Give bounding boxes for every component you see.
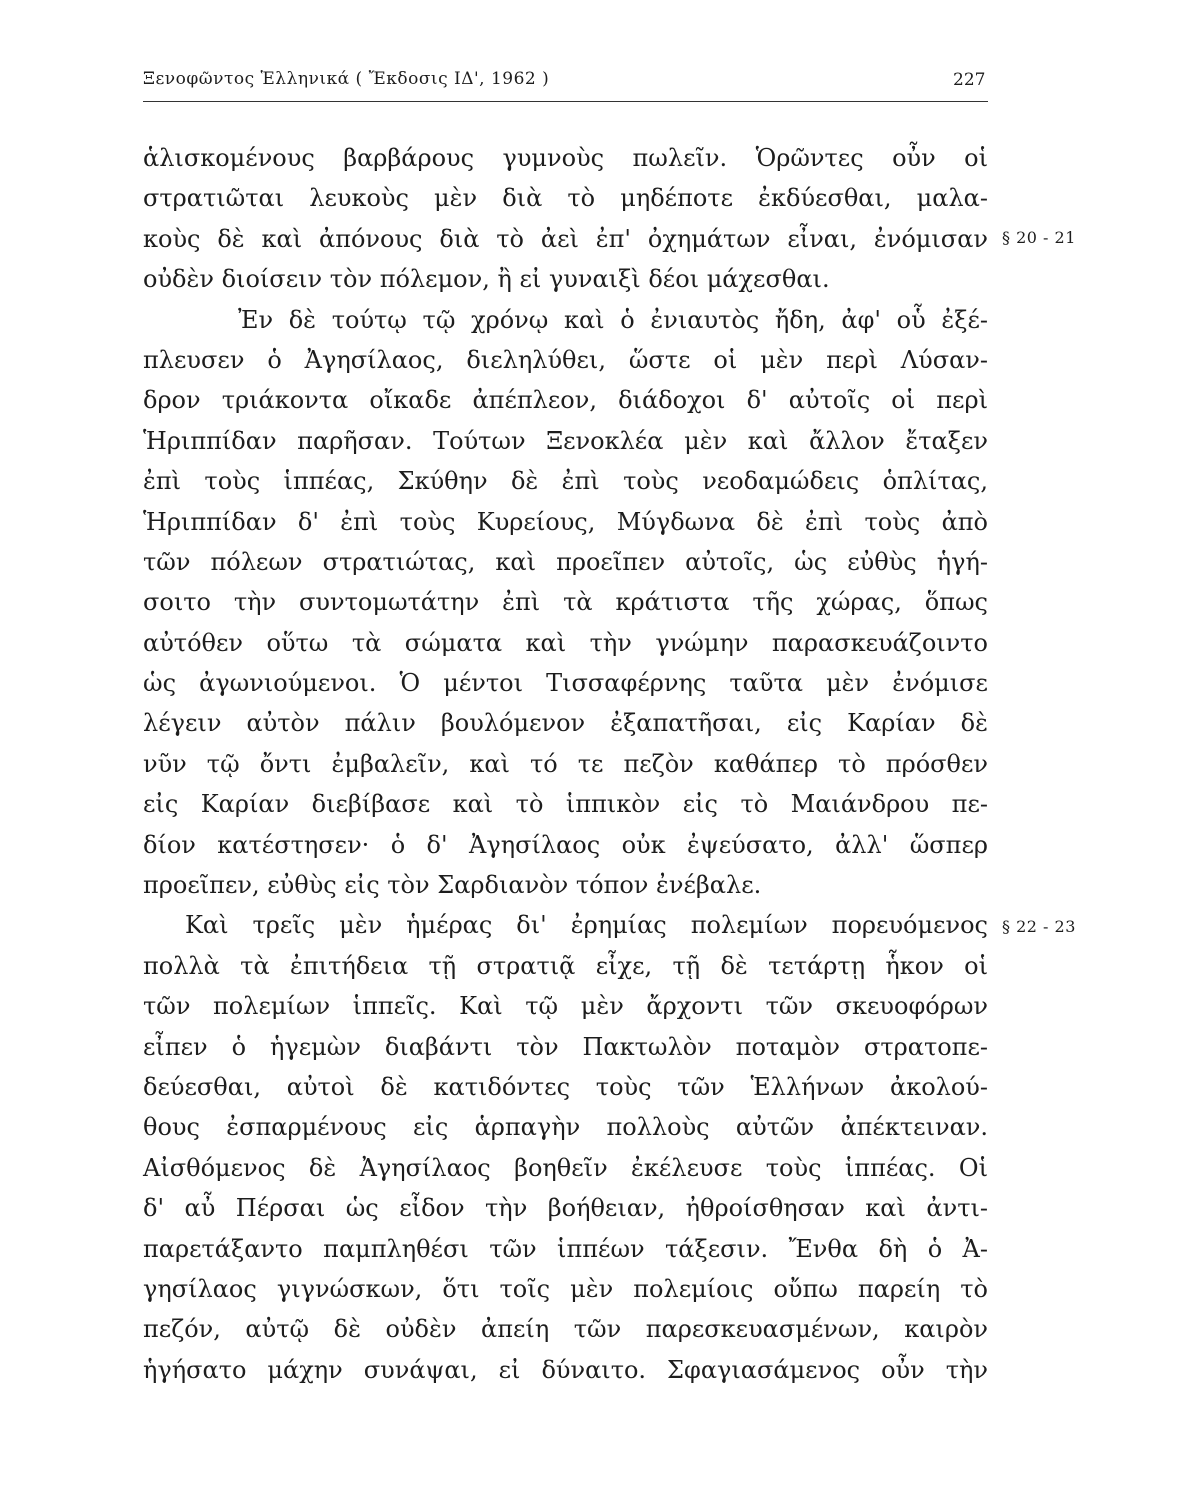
page-number: 227 [953, 70, 986, 90]
paragraph-start-line: Καὶ τρεῖς μὲν ἡμέρας δι' ἐρημίας πολεμίων πορευόμενος [185, 911, 988, 940]
text-line: Ἡριππίδαν παρῆσαν. Τούτων Ξενοκλέα μὲν καὶ ἄλλον ἔταξεν [143, 426, 988, 455]
text-line: θους ἐσπαρμένους εἰς ἁρπαγὴν πολλοὺς αὐτῶν ἀπέκτειναν. [143, 1113, 988, 1142]
running-header-title: Ξενοφῶντος Ἑλληνικά ( Ἔκδοσις ΙΔ', 1962 ) [143, 69, 550, 89]
text-line: ὡς ἀγωνιούμενοι. Ὁ μέντοι Τισσαφέρνης ταῦτα μὲν ἐνόμισε [143, 669, 988, 698]
text-line: οὐδὲν διοίσειν τὸν πόλεμον, ἢ εἰ γυναιξὶ δέοι μάχεσθαι. [143, 265, 830, 294]
section-marker-20-21: § 20 - 21 [1002, 228, 1076, 247]
text-line: τῶν πόλεων στρατιώτας, καὶ προεῖπεν αὐτοῖς, ὡς εὐθὺς ἡγή- [143, 547, 988, 576]
text-line: δρον τριάκοντα οἴκαδε ἀπέπλεον, διάδοχοι δ' αὐτοῖς οἱ περὶ [143, 386, 988, 415]
text-line: ἁλισκομένους βαρβάρους γυμνοὺς πωλεῖν. Ὁρῶντες οὖν οἱ [143, 144, 988, 172]
section-marker-22-23: § 22 - 23 [1002, 917, 1076, 936]
text-line: Αἰσθόμενος δὲ Ἀγησίλαος βοηθεῖν ἐκέλευσε τοὺς ἱππέας. Οἱ [143, 1153, 988, 1182]
text-line: κοὺς δὲ καὶ ἀπόνους διὰ τὸ ἀεὶ ἐπ' ὀχημάτων εἶναι, ἐνόμισαν [143, 224, 988, 253]
text-line: εἰς Καρίαν διεβίβασε καὶ τὸ ἱππικὸν εἰς τὸ Μαιάνδρου πε- [143, 790, 988, 819]
text-line: πεζόν, αὐτῷ δὲ οὐδὲν ἀπείη τῶν παρεσκευασμένων, καιρὸν [143, 1315, 988, 1344]
text-line: λέγειν αὐτὸν πάλιν βουλόμενον ἐξαπατῆσαι, εἰς Καρίαν δὲ [143, 709, 988, 738]
text-line: πολλὰ τὰ ἐπιτήδεια τῇ στρατιᾷ εἶχε, τῇ δὲ τετάρτῃ ἧκον οἱ [143, 951, 988, 980]
text-line: νῦν τῷ ὄντι ἐμβαλεῖν, καὶ τό τε πεζὸν καθάπερ τὸ πρόσθεν [143, 749, 988, 778]
text-line: αὐτόθεν οὕτω τὰ σώματα καὶ τὴν γνώμην παρασκευάζοιντο [143, 628, 988, 657]
text-line: γησίλαος γιγνώσκων, ὅτι τοῖς μὲν πολεμίοις οὔπω παρείη τὸ [143, 1274, 988, 1303]
text-line: τῶν πολεμίων ἱππεῖς. Καὶ τῷ μὲν ἄρχοντι τῶν σκευοφόρων [143, 992, 988, 1021]
greek-text-body [143, 138, 988, 1390]
text-line: δίον κατέστησεν· ὁ δ' Ἀγησίλαος οὐκ ἐψεύσατο, ἀλλ' ὥσπερ [143, 830, 988, 859]
text-line: Ἡριππίδαν δ' ἐπὶ τοὺς Κυρείους, Μύγδωνα δὲ ἐπὶ τοὺς ἀπὸ [143, 507, 988, 536]
header-rule [143, 101, 988, 102]
text-line: δεύεσθαι, αὐτοὶ δὲ κατιδόντες τοὺς τῶν Ἑλλήνων ἀκολού- [143, 1072, 988, 1101]
paragraph-start-line: Ἐν δὲ τούτῳ τῷ χρόνῳ καὶ ὁ ἐνιαυτὸς ἤδη, ἀφ' οὗ ἐξέ- [238, 305, 988, 334]
text-line: ἐπὶ τοὺς ἱππέας, Σκύθην δὲ ἐπὶ τοὺς νεοδαμώδεις ὁπλίτας, [143, 467, 988, 496]
text-line: πλευσεν ὁ Ἀγησίλαος, διεληλύθει, ὥστε οἱ μὲν περὶ Λύσαν- [143, 345, 988, 374]
text-line: προεῖπεν, εὐθὺς εἰς τὸν Σαρδιανὸν τόπον ἐνέβαλε. [143, 871, 762, 900]
text-line: εἶπεν ὁ ἡγεμὼν διαβάντι τὸν Πακτωλὸν ποταμὸν στρατοπε- [143, 1032, 988, 1061]
text-line: παρετάξαντο παμπληθέσι τῶν ἱππέων τάξεσιν. Ἔνθα δὴ ὁ Ἀ- [143, 1234, 988, 1263]
text-line: ἡγήσατο μάχην συνάψαι, εἰ δύναιτο. Σφαγιασάμενος οὖν τὴν [143, 1355, 988, 1384]
text-line: στρατιῶται λευκοὺς μὲν διὰ τὸ μηδέποτε ἐκδύεσθαι, μαλα- [143, 184, 988, 213]
text-line: δ' αὖ Πέρσαι ὡς εἶδον τὴν βοήθειαν, ἠθροίσθησαν καὶ ἀντι- [143, 1194, 988, 1223]
text-line: σοιτο τὴν συντομωτάτην ἐπὶ τὰ κράτιστα τῆς χώρας, ὅπως [143, 588, 988, 617]
